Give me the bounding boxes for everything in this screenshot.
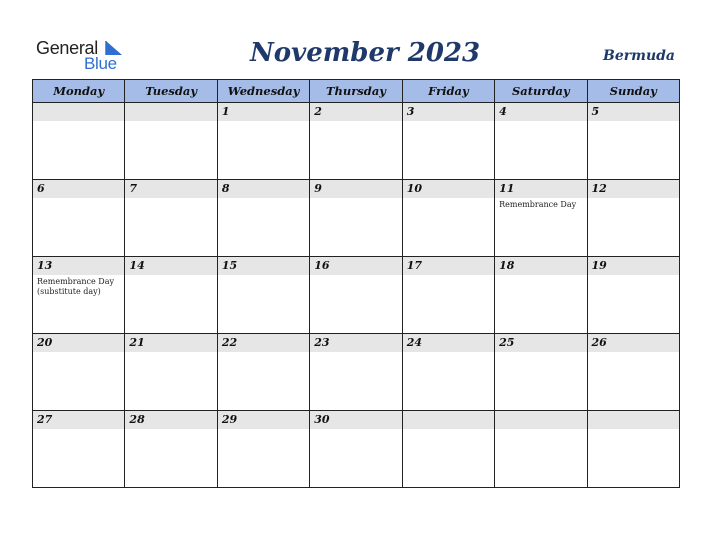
day-number: 27: [33, 411, 124, 429]
day-cell: [495, 411, 587, 488]
weekday-header-row: [33, 80, 680, 103]
day-number: 21: [125, 334, 216, 352]
day-number: 24: [403, 334, 494, 352]
logo-blue-text: Blue: [84, 54, 117, 73]
day-cell: [587, 180, 679, 257]
day-cell: [125, 257, 217, 334]
day-number: 4: [495, 103, 586, 121]
day-number: 29: [218, 411, 309, 429]
week-row: [33, 180, 680, 257]
day-number: 5: [588, 103, 679, 121]
day-number: 15: [218, 257, 309, 275]
day-cell: [310, 411, 402, 488]
day-number: 12: [588, 180, 679, 198]
day-cell: [495, 180, 587, 257]
day-cell: [310, 334, 402, 411]
day-cell: [125, 103, 217, 180]
day-number: 14: [125, 257, 216, 275]
day-cell: [33, 103, 125, 180]
day-number: 8: [218, 180, 309, 198]
weekday-header: Friday: [402, 80, 494, 103]
day-cell: [217, 411, 309, 488]
day-number: 2: [310, 103, 401, 121]
day-cell: [33, 257, 125, 334]
day-number: 22: [218, 334, 309, 352]
logo: [36, 38, 136, 74]
day-number: 20: [33, 334, 124, 352]
week-row: [33, 334, 680, 411]
day-cell: [217, 334, 309, 411]
holiday-label: Remembrance Day: [499, 200, 577, 209]
day-number: 3: [403, 103, 494, 121]
day-cell: [587, 257, 679, 334]
week-row: [33, 257, 680, 334]
week-row: [33, 411, 680, 488]
weekday-header: Wednesday: [217, 80, 309, 103]
day-number: 9: [310, 180, 401, 198]
day-number: 26: [588, 334, 679, 352]
day-cell: [217, 257, 309, 334]
weekday-header: Thursday: [310, 80, 402, 103]
day-cell: [310, 180, 402, 257]
day-cell: [402, 180, 494, 257]
weekday-header: Sunday: [587, 80, 679, 103]
day-number: [125, 103, 216, 121]
day-number: 10: [403, 180, 494, 198]
day-cell: [495, 257, 587, 334]
day-cell: [402, 103, 494, 180]
day-cell: [402, 257, 494, 334]
country-name: Bermuda: [603, 48, 675, 64]
calendar-title: November 2023: [250, 38, 481, 68]
day-cell: [587, 411, 679, 488]
day-number: 18: [495, 257, 586, 275]
day-number: 11: [495, 180, 586, 198]
day-cell: [125, 334, 217, 411]
day-cell: [402, 334, 494, 411]
day-number: 25: [495, 334, 586, 352]
day-number: [33, 103, 124, 121]
day-cell: [33, 411, 125, 488]
day-number: 19: [588, 257, 679, 275]
day-number: 1: [218, 103, 309, 121]
day-number: [403, 411, 494, 429]
week-row: [33, 103, 680, 180]
day-number: 7: [125, 180, 216, 198]
weekday-header: Tuesday: [125, 80, 217, 103]
day-number: [495, 411, 586, 429]
day-cell: [402, 411, 494, 488]
calendar-grid: [32, 79, 680, 488]
day-number: 23: [310, 334, 401, 352]
day-cell: [495, 334, 587, 411]
day-cell: [495, 103, 587, 180]
day-number: 17: [403, 257, 494, 275]
day-number: 30: [310, 411, 401, 429]
day-number: 13: [33, 257, 124, 275]
day-number: 16: [310, 257, 401, 275]
day-number: [588, 411, 679, 429]
day-cell: [587, 103, 679, 180]
day-cell: [217, 180, 309, 257]
day-cell: [33, 334, 125, 411]
day-cell: [125, 180, 217, 257]
weekday-header: Monday: [33, 80, 125, 103]
weekday-header: Saturday: [495, 80, 587, 103]
day-cell: [310, 103, 402, 180]
day-cell: [587, 334, 679, 411]
day-cell: [33, 180, 125, 257]
day-number: 6: [33, 180, 124, 198]
holiday-label: Remembrance Day (substitute day): [37, 277, 114, 296]
day-cell: [125, 411, 217, 488]
day-cell: [217, 103, 309, 180]
day-cell: [310, 257, 402, 334]
day-number: 28: [125, 411, 216, 429]
logo-general-text: General: [36, 38, 98, 58]
